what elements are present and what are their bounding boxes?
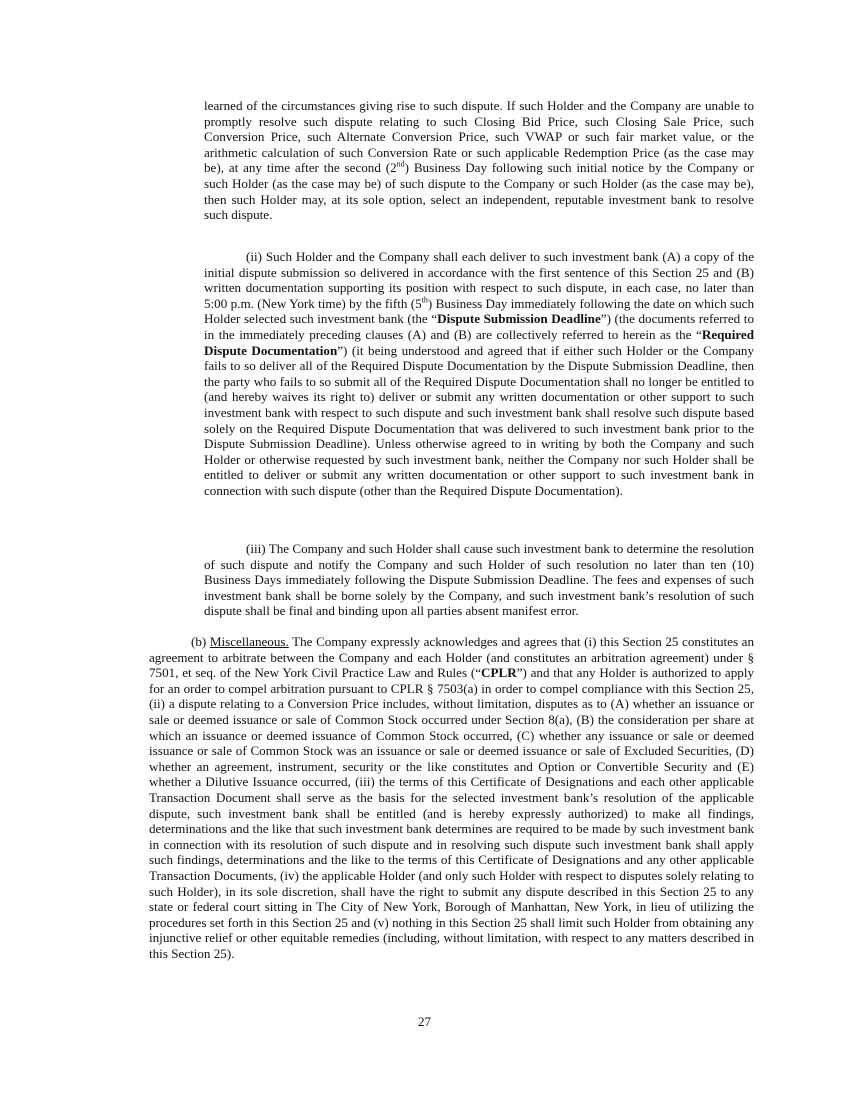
p4-prefix: (b) [191,634,210,649]
defined-term-cplr: CPLR [481,665,517,681]
paragraph-miscellaneous [149,634,754,961]
paragraph-clause-iii [204,541,754,619]
p2-text-c: ”) (the documents referred to in the immediately preceding clauses (A) and (B) are collectively referred to herein as the “ [204,311,754,342]
page-number: 27 [417,1014,432,1029]
p1-superscript: nd [396,160,405,170]
paragraph-clause-ii [204,249,754,499]
p2-text-a: (ii) Such Holder and the Company shall each deliver to such investment bank (A) a copy of the initial dispute submission so delivered in accordance with the first sentence of this Section 25 and (B) written documentation supporting its position with respect to such dispute, in each case, no later than 5:00 p.m. (New York time) by the fifth (5 [204,249,754,311]
p2-superscript: th [421,295,428,305]
p4-text-a: The Company expressly acknowledges and agrees that (i) this Section 25 constitutes an agreement to arbitrate between the Company and each Holder (and constitutes an arbitration agreement) under § 7501, et seq. of the New York Civil Practice Law and Rules (“ [149,634,755,681]
defined-term-required-dispute-documentation: Required Dispute Documentation [204,326,754,358]
section-heading-miscellaneous: Miscellaneous. [209,634,289,649]
p4-text-b: ”) and that any Holder is authorized to apply for an order to compel arbitration pursuant to CPLR § 7503(a) in order to compel compliance with this Section 25, (ii) a dispute relating to a Conversion Price includes, without limitation, disputes as to (A) whether an issuance or sale or deemed issuance or sale of Common Stock occurred under Section 8(a), (B) the consideration per share at which an issuance or deemed issuance of Common Stock occurred, (C) whether any issuance or sale or deemed issuance or sale of Common Stock was an issuance or sale or deemed issuance or sale of Excluded Securities, (D) whether an agreement, instrument, security or the like constitutes and Option or Convertible Security and (E) whether a Dilutive Issuance occurred, (iii) the terms of this Certificate of Designations and each other applicable Transaction Document shall serve as the basis for the selected investment bank’s resolution of the applicable dispute, such investment bank shall be entitled (and is hereby expressly authorized) to make all findings, determinations and the like that such investment bank determines are required to be made by such investment bank in connection with its resolution of such dispute and in resolving such dispute such investment bank shall apply such findings, determinations and the like to the terms of this Certificate of Designations and any other applicable Transaction Documents, (iv) the applicable Holder (and only such Holder with respect to disputes solely relating to such Holder), in its sole discretion, shall have the right to submit any dispute described in this Section 25 to any state or federal court sitting in The City of New York, Borough of Manhattan, New York, in lieu of utilizing the procedures set forth in this Section 25 and (v) nothing in this Section 25 shall limit such Holder from obtaining any injunctive relief or other equitable remedies (including, without limitation, with respect to any matters described in this Section 25). [149,665,755,961]
p1-text-b: ) Business Day following such initial notice by the Company or such Holder (as the case may be) of such dispute to the Company or such Holder (as the case may be), then such Holder may, at its sole option, select an independent, reputable investment bank to resolve such dispute. [204,160,754,223]
p3-text: (iii) The Company and such Holder shall cause such investment bank to determine the resolution of such dispute and notify the Company and such Holder of such resolution no later than ten (10) Business Days immediately following the Dispute Submission Deadline. The fees and expenses of such investment bank shall be borne solely by the Company, and such investment bank’s resolution of such dispute shall be final and binding upon all parties absent manifest error. [204,541,754,619]
defined-term-dispute-submission-deadline: Dispute Submission Deadline [437,311,601,327]
p1-text-a: learned of the circumstances giving rise to such dispute. If such Holder and the Company are unable to promptly resolve such dispute relating to such Closing Bid Price, such Closing Sale Price, such Conversion Price, such Alternate Conversion Price, such VWAP or such fair market value, or the arithmetic calculation of such Conversion Rate or such applicable Redemption Price (as the case may be), at any time after the second (2 [204,98,754,176]
paragraph-dispute-resolution-continued [204,98,754,223]
p2-text-b: ) Business Day immediately following the date on which such Holder selected such investment bank (the “ [204,295,754,327]
p2-text-d: ”) (it being understood and agreed that if either such Holder or the Company fails to so deliver all of the Required Dispute Documentation by the Dispute Submission Deadline, then the party who fails to so submit all of the Required Dispute Documentation shall no longer be entitled to (and hereby waives its right to) deliver or submit any written documentation or other support to such investment bank with respect to such dispute and such investment bank shall resolve such dispute based solely on the Required Dispute Documentation that was delivered to such investment bank prior to the Dispute Submission Deadline). Unless otherwise agreed to in writing by both the Company and such Holder or otherwise requested by such investment bank, neither the Company nor such Holder shall be entitled to deliver or submit any written documentation or other support to such investment bank in connection with such dispute (other than the Required Dispute Documentation). [204,342,755,498]
